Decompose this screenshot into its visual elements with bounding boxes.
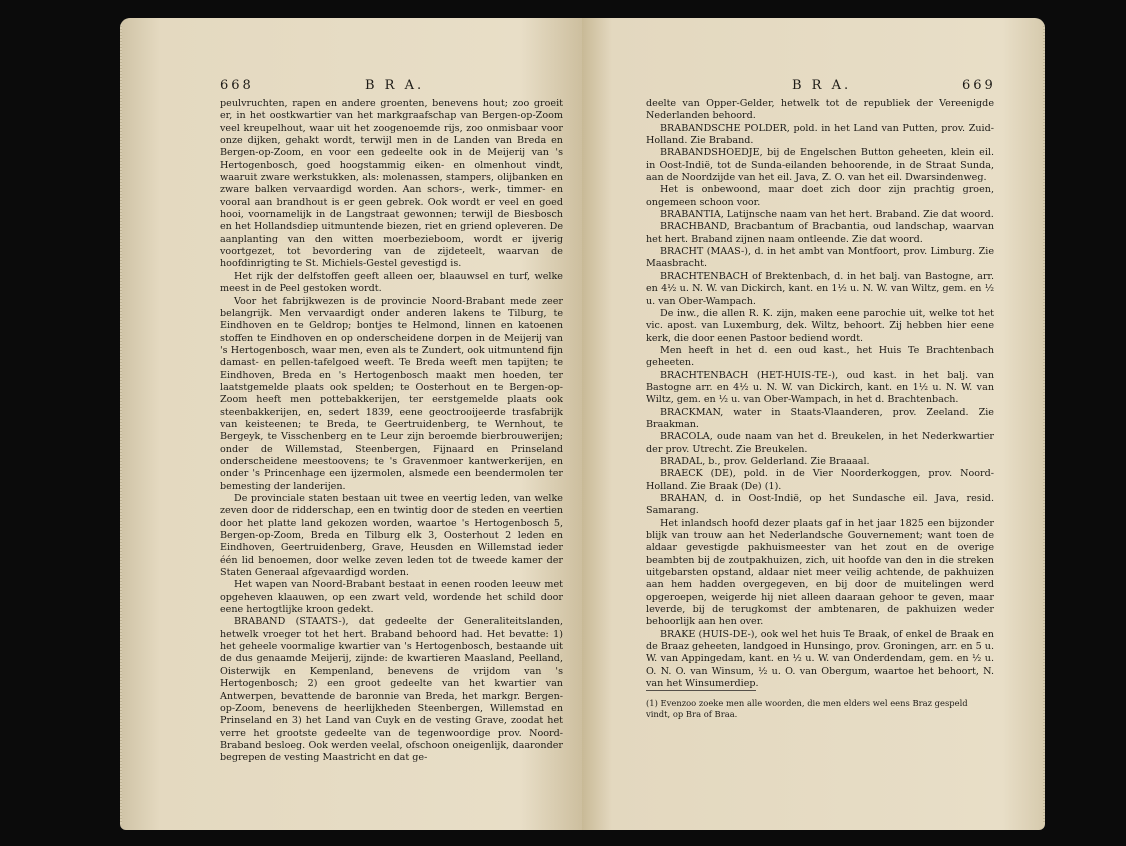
right-page xyxy=(582,18,1045,830)
paragraph: BRADAL, b., prov. Gelderland. Zie Braaaal. xyxy=(660,455,870,467)
paragraph: Men heeft in het d. een oud kast., het Huis Te Brachtenbach geheeten. xyxy=(646,344,994,369)
right-page-number: 669 xyxy=(962,78,996,93)
paragraph: BRAKE (HUIS-DE-), ook wel het huis Te Braak, of enkel de Braak en de Braaz geheeten, landgoed in Hunsingo, prov. Groningen, arr. en 5 u. W. van Appingedam, kant. en ½ u. W. van Onderdendam, gem. en ½ u. O. N. O. van Winsum, ½ u. O. van Obergum, waartoe het behoort, N. van het Winsumerdiep. xyxy=(646,628,994,690)
paragraph: BRACHBAND, Bracbantum of Bracbantia, oud landschap, waarvan het hert. Braband zijnen naam ontleende. Zie dat woord. xyxy=(646,221,994,245)
paragraph: BRABANTIA, Latijnsche naam van het hert. Braband. Zie dat woord. xyxy=(660,209,994,221)
right-running-head: B R A. xyxy=(792,78,852,93)
left-page xyxy=(120,18,582,830)
paragraph: Het is onbewoond, maar doet zich door zijn prachtig groen, ongemeen schoon voor. xyxy=(646,184,994,208)
left-page-edges xyxy=(120,24,122,824)
left-page-number: 668 xyxy=(220,78,254,93)
right-page-text xyxy=(646,98,994,691)
paragraph: BRABANDSHOEDJE, bij de Engelschen Button geheeten, klein eil. in Oost-Indië, tot de Sunda-eilanden behoorende, in de Straat Sunda, aan de Noordzijde van het eil. Java, Z. O. van het eil. Dwarsindenweg. xyxy=(646,147,994,184)
paragraph: peulvruchten, rapen en andere groenten, benevens hout; zoo groeit er, in het oostkwartier van het markgraafschap van Bergen-op-Zoom veel kreupelhout, waar uit het zoogenoemde rijs, zoo onmisbaar voor onze dijken, gehakt wordt, terwijl men in de Landen van Breda en Bergen-op-Zoom, en voor een gedeelte ook in de Meijerij van 's Hertogenbosch, goed hoogstammig eiken- en olmenhout vindt, waaruit zware werkstukken, als: molenassen, stampers, olijbanken en zware balken vervaardigd worden. Aan schors-, werk-, timmer- en vooral aan brandhout is er geen gebrek. Ook wordt er veel en goed hooi, voornamelijk in de Langstraat gewonnen; terwijl de Biesbosch en het Hollandsdiep uitmuntende biezen, riet en griend opleveren. De aanplanting van den witten moerbezieboom, wordt er ijverig voortgezet, tot bevordering van de zijdeteelt, waarvan de hoofdinrigting te St. Michiels-Gestel gevestigd is. xyxy=(220,98,563,270)
paragraph: De provinciale staten bestaan uit twee en veertig leden, van welke zeven door de ridderschap, een en twintig door de steden en veertien door het platte land gekozen worden, waartoe 's Hertogenbosch 5, Bergen-op-Zoom, Breda en Tilburg elk 3, Oosterhout 2 leden en Eindhoven, Geertruidenberg, Grave, Heusden en Willemstad ieder één lid benoemen, door welke zeven leden tot de tweede kamer der Staten Generaal afgevaardigd worden. xyxy=(220,493,563,579)
paragraph: BRABAND (STAATS-), dat gedeelte der Generaliteitslanden, hetwelk vroeger tot het hert. Braband behoord had. Het bevatte: 1) het geheele voormalige kwartier van 's Hertogenbosch, bestaande uit de dus genaamde Meijerij, zijnde: de kwartieren Maasland, Peelland, Oisterwijk en Kempenland, benevens de vrijdom van 's Hertogenbosch; 2) een groot gedeelte van het kwartier van Antwerpen, bevattende de baronnie van Breda, het markgr. Bergen-op-Zoom, benevens de heerlijkheden Steenbergen, Willemstad en Prinseland en 3) het Land van Cuyk en de vesting Grave, zoodat het verre het grootste gedeelte van de tegenwoordige prov. Noord-Braband besloeg. Ook werden veelal, ofschoon oneigenlijk, daaronder begrepen de vesting Maastricht en dat ge- xyxy=(220,616,563,764)
paragraph: De inw., die allen R. K. zijn, maken eene parochie uit, welke tot het vic. apost. van Luxemburg, dek. Wiltz, behoort. Zij hebben hier eene kerk, die door eenen Pastoor bediend wordt. xyxy=(646,307,994,344)
paragraph: BRACHT (MAAS-), d. in het ambt van Montfoort, prov. Limburg. Zie Maasbracht. xyxy=(646,246,994,270)
paragraph: BRACKMAN, water in Staats-Vlaanderen, prov. Zeeland. Zie Braakman. xyxy=(646,406,994,430)
footnote: (1) Evenzoo zoeke men alle woorden, die men elders wel eens Braz gespeld vindt, op Bra of Braa. xyxy=(646,698,968,719)
paragraph: Het wapen van Noord-Brabant bestaat in eenen rooden leeuw met opgeheven klaauwen, op een zwart veld, wordende het schild door eene hertogtlijke kroon gedekt. xyxy=(220,579,563,616)
paragraph: Het rijk der delfstoffen geeft alleen oer, blaauwsel en turf, welke meest in de Peel gestoken wordt. xyxy=(220,270,563,295)
left-page-text xyxy=(220,98,563,765)
paragraph: BRAECK (DE), pold. in de Vier Noorderkoggen, prov. Noord-Holland. Zie Braak (De) (1). xyxy=(646,468,994,492)
paragraph: deelte van Opper-Gelder, hetwelk tot de republiek der Vereenigde Nederlanden behoord. xyxy=(646,98,994,122)
paragraph: BRACHTENBACH of Brektenbach, d. in het balj. van Bastogne, arr. en 4½ u. N. W. van Dickirch, kant. en 1½ u. N. W. van Wiltz, gem. en ½ u. van Ober-Wampach. xyxy=(646,270,994,307)
open-book xyxy=(120,18,1045,830)
paragraph: Het inlandsch hoofd dezer plaats gaf in het jaar 1825 een bijzonder blijk van trouw aan het Nederlandsche Gouvernement; want toen de aldaar gevestigde pakhuismeester van het zout en de overige beambten bij de zoutpakhuizen, zich, uit hoofde van den in die streken uitgebarsten opstand, aldaar niet meer veilig achtende, de pakhuizen aan hem hadden overgegeven, en bij door de muitelingen werd opgeroepen, weigerde hij niet alleen daaraan gehoor te geven, maar leverde, bij de terugkomst der ambtenaren, de pakhuizen weder behoorlijk aan hen over. xyxy=(646,517,994,628)
footnote-rule xyxy=(646,690,756,691)
paragraph: BRABANDSCHE POLDER, pold. in het Land van Putten, prov. Zuid-Holland. Zie Braband. xyxy=(646,122,994,147)
paragraph: Voor het fabrijkwezen is de provincie Noord-Brabant mede zeer belangrijk. Men vervaardigt onder anderen lakens te Tilburg, te Eindhoven en te Geldrop; bontjes te Helmond, linnen en katoenen stoffen te Eindhoven en op onderscheidene dorpen in de Meijerij van 's Hertogenbosch, waar men, even als te Zundert, ook uitmuntend fijn damast- en pellen-tafelgoed weeft. Te Breda weeft men tapijten; te Eindhoven, Breda en 's Hertogenbosch maakt men hoeden, ter laatstgemelde plaats ook spelden; te Oosterhout en te Bergen-op-Zoom heeft men pottebakkerijen, ter eerstgemelde plaats ook steenbakkerijen, en, sedert 1839, eene geoctrooijeerde trasfabrijk van keisteenen; te Breda, te Geertruidenberg, te Wernhout, te Bergeyk, te Visschenberg en te Leur zijn beroemde bierbrouwerijen; onder de Willemstad, Steenbergen, Fijnaard en Prinseland onderscheidene meestoovens; te 's Gravenmoer kantwerkerijen, en onder 's Princenhage een ijzermolen, alsmede een beendermolen ter bemesting der landerijen. xyxy=(220,295,563,492)
paragraph: BRACOLA, oude naam van het d. Breukelen, in het Nederkwartier der prov. Utrecht. Zie Breukelen. xyxy=(646,431,994,455)
left-running-head: B R A. xyxy=(365,78,425,93)
right-page-edges xyxy=(1043,24,1045,824)
paragraph: BRACHTENBACH (HET-HUIS-TE-), oud kast. in het balj. van Bastogne arr. en 4½ u. N. W. van Dickirch, kant. en 1½ u. N. W. van Wiltz, gem. en ½ u. van Ober-Wampach, in het d. Brachtenbach. xyxy=(646,369,994,406)
paragraph: BRAHAN, d. in Oost-Indië, op het Sundasche eil. Java, resid. Samarang. xyxy=(646,493,994,517)
